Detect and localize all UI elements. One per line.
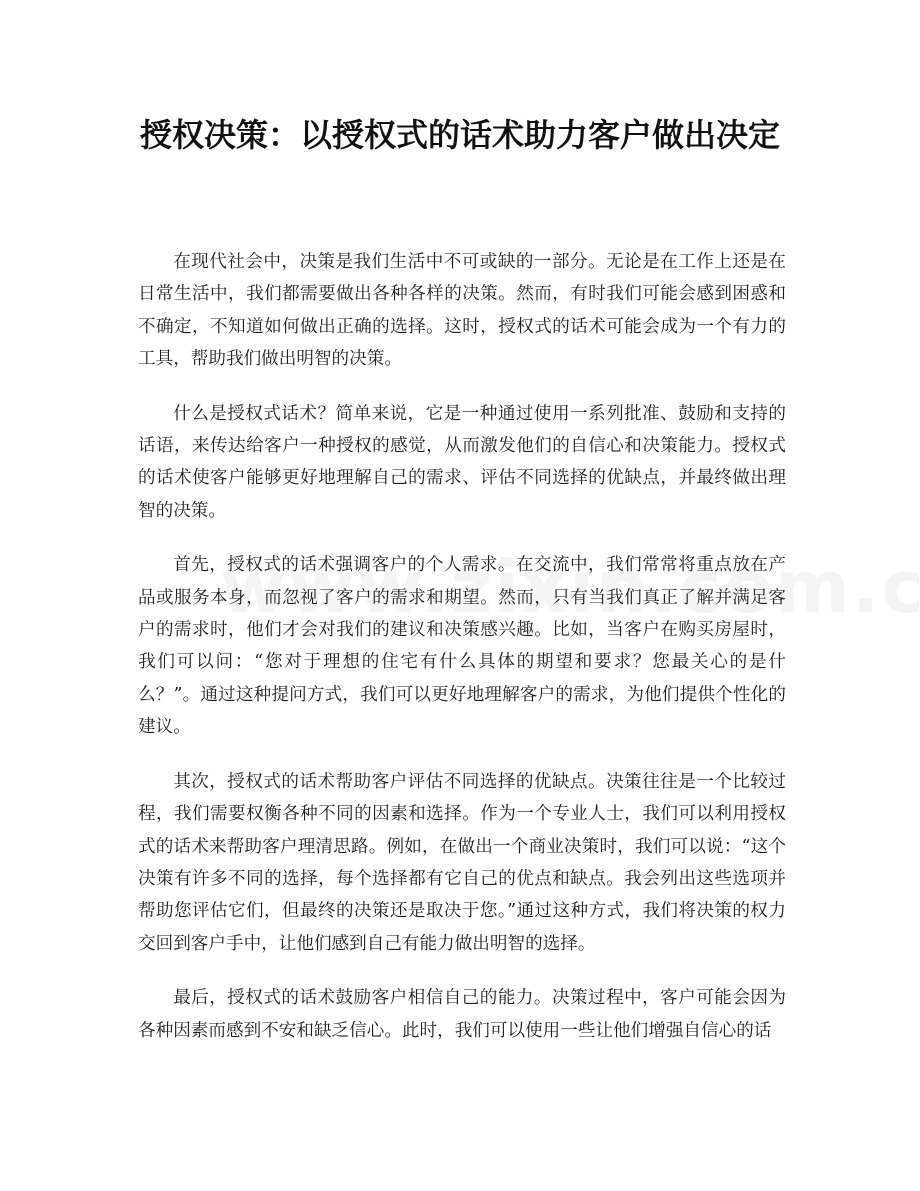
document-body bbox=[138, 246, 786, 1069]
paragraph-5: 最后，授权式的话术鼓励客户相信自己的能力。决策过程中，客户可能会因为各种因素而感到不安和缺乏信心。此时，我们可以使用一些让他们增强自信心的话 bbox=[138, 988, 786, 1041]
paragraph-2: 什么是授权式话术？简单来说，它是一种通过使用一系列批准、鼓励和支持的话语，来传达给客户一种授权的感觉，从而激发他们的自信心和决策能力。授权式的话术使客户能够更好地理解自己的需求、评估不同选择的优缺点，并最终做出理智的决策。 bbox=[138, 403, 786, 521]
paragraph-3: 首先，授权式的话术强调客户的个人需求。在交流中，我们常常将重点放在产品或服务本身，而忽视了客户的需求和期望。然而，只有当我们真正了解并满足客户的需求时，他们才会对我们的建议和决策感兴趣。比如，当客户在购买房屋时，我们可以问：“您对于理想的住宅有什么具体的期望和要求？您最关心的是什么？”。通过这种提问方式，我们可以更好地理解客户的需求，为他们提供个性化的建议。 bbox=[138, 555, 786, 738]
document-title: 授权决策：以授权式的话术助力客户做出决定 bbox=[139, 116, 780, 154]
paragraph-1: 在现代社会中，决策是我们生活中不可或缺的一部分。无论是在工作上还是在日常生活中，我们都需要做出各种各样的决策。然而，有时我们可能会感到困惑和不确定，不知道如何做出正确的选择。这时，授权式的话术可能会成为一个有力的工具，帮助我们做出明智的决策。 bbox=[138, 252, 786, 370]
paragraph-4: 其次，授权式的话术帮助客户评估不同选择的优缺点。决策往往是一个比较过程，我们需要权衡各种不同的因素和选择。作为一个专业人士，我们可以利用授权式的话术来帮助客户理清思路。例如，在做出一个商业决策时，我们可以说：“这个决策有许多不同的选择，每个选择都有它自己的优点和缺点。我会列出这些选项并帮助您评估它们，但最终的决策还是取决于您。”通过这种方式，我们将决策的权力交回到客户手中，让他们感到自己有能力做出明智的选择。 bbox=[138, 771, 786, 954]
